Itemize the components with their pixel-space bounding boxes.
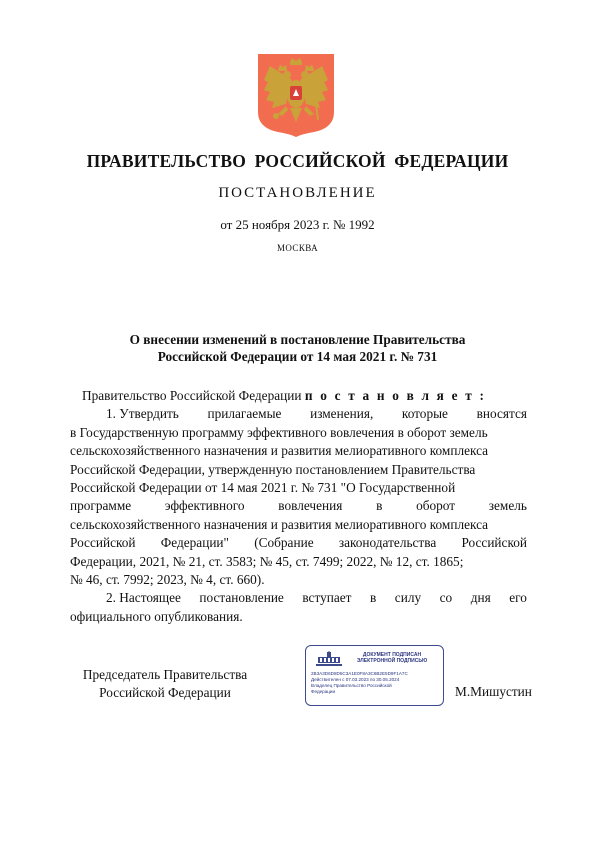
paragraph-1-line (70, 405, 527, 423)
word: прилагаемые (207, 406, 282, 422)
word: 1. Утвердить (106, 406, 179, 422)
word: программе (70, 498, 132, 514)
paragraph-1-line (70, 534, 527, 552)
paragraph-2-line (70, 589, 527, 607)
paragraph-2-line: официального опубликования. (70, 608, 243, 624)
paragraph-1-line: Российской Федерации, утвержденную постановлением Правительства (70, 461, 476, 477)
coat-of-arms-icon (256, 52, 336, 137)
stamp-owner: Федерации (311, 689, 336, 694)
paragraph-1-line: Федерации, 2021, № 21, ст. 3583; № 45, ст. 7499; 2022, № 12, ст. 1865; (70, 553, 464, 569)
paragraph-1-line: Российской Федерации от 14 мая 2021 г. № 731 "О Государственной (70, 480, 456, 496)
intro-line (70, 387, 527, 405)
word: вносятся (476, 406, 527, 422)
word: в (376, 498, 383, 514)
stamp-owner: Владелец Правительство Российской (311, 683, 392, 688)
document-date-number: от 25 ноября 2023 г. № 1992 (220, 217, 375, 232)
intro-text: Правительство Российской Федерации (82, 388, 302, 403)
word: в (370, 590, 377, 606)
stamp-certificate: 2B3A3D6D8D5C3A1E0F8A3C6B2E5D9F1A7C (311, 671, 408, 676)
paragraph-1-line: сельскохозяйственного назначения и развития мелиоративного комплекса (70, 443, 489, 459)
word: вступает (302, 590, 352, 606)
word: его (509, 590, 527, 606)
stamp-title-line: ДОКУМЕНТ ПОДПИСАН (362, 652, 422, 658)
word: Российской (70, 535, 136, 551)
document-type: ПОСТАНОВЛЕНИЕ (218, 185, 377, 201)
word: земель (488, 498, 527, 514)
word: (Собрание (254, 535, 314, 551)
word: эффективного (164, 498, 245, 514)
electronic-signature-stamp (305, 645, 444, 706)
stamp-title-line: ЭЛЕКТРОННОЙ ПОДПИСЬЮ (356, 658, 428, 664)
word: со (439, 590, 453, 606)
signatory-name: М.Мишустин (455, 684, 532, 699)
signatory-position-line: Председатель Правительства (82, 667, 248, 682)
subject-line: О внесении изменений в постановление Правительства (129, 332, 466, 347)
government-building-icon (315, 651, 343, 667)
word: оборот (416, 498, 456, 514)
stamp-validity: Действителен с 07.03.2023 по 30.05.2024 (311, 677, 400, 682)
paragraph-1-line: сельскохозяйственного назначения и развития мелиоративного комплекса (70, 516, 489, 532)
word: постановление (199, 590, 284, 606)
word: Российской (461, 535, 527, 551)
word: 2. Настоящее (106, 590, 181, 606)
word: силу (394, 590, 422, 606)
word: изменения, (310, 406, 374, 422)
subject-line: Российской Федерации от 14 мая 2021 г. № 731 (157, 349, 438, 364)
intro-decree: п о с т а н о в л я е т : (304, 388, 487, 403)
paragraph-1-line: № 46, ст. 7992; 2023, № 4, ст. 660). (70, 572, 265, 588)
document-subject (0, 331, 595, 365)
word: вовлечения (278, 498, 343, 514)
signatory-position-line: Российской Федерации (99, 685, 231, 700)
word: законодательства (338, 535, 437, 551)
paragraph-1-line (70, 497, 527, 515)
word: которые (401, 406, 448, 422)
document-city: МОСКВА (277, 243, 318, 253)
paragraph-1-line: в Государственную программу эффективного вовлечения в оборот земель (70, 424, 488, 440)
document-body (70, 387, 527, 626)
word: дня (470, 590, 491, 606)
signatory-position (70, 666, 260, 702)
government-title: ПРАВИТЕЛЬСТВО РОССИЙСКОЙ ФЕДЕРАЦИИ (86, 151, 509, 171)
stamp-title (342, 652, 442, 664)
word: Федерации" (160, 535, 229, 551)
